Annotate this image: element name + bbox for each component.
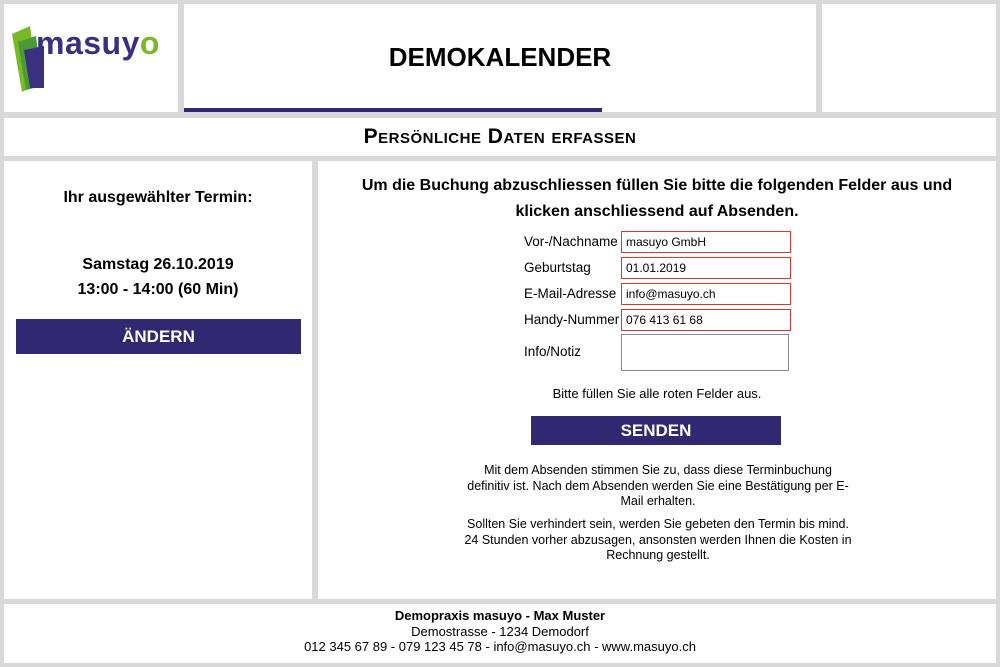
appointment-time: 13:00 - 14:00 (60 Min) — [77, 281, 239, 298]
notes-textarea[interactable] — [621, 334, 789, 371]
footer-address: Demostrasse - 1234 Demodorf — [411, 623, 589, 639]
phone-label: Handy-Nummer — [524, 312, 620, 327]
email-input[interactable] — [621, 283, 791, 305]
send-button[interactable]: SENDEN — [531, 416, 781, 445]
cancellation-note: Sollten Sie verhindert sein, werden Sie gebeten den Termin bis mind. 24 Stunden vorher abzusagen, ansonsten werden Ihnen die Kosten in Rechnung gestellt. — [464, 517, 852, 562]
footer-contact: 012 345 67 89 - 079 123 45 78 - info@masuyo.ch - www.masuyo.ch — [304, 639, 696, 654]
logo-text: masuyo — [36, 25, 160, 61]
logo-panel — [4, 4, 178, 112]
footer — [4, 604, 996, 663]
notes-label: Info/Notiz — [524, 344, 582, 359]
birthday-label: Geburtstag — [524, 260, 591, 275]
birthday-input[interactable] — [621, 257, 791, 279]
email-label: E-Mail-Adresse — [524, 286, 617, 301]
form-intro: Um die Buchung abzuschliessen füllen Sie bitte die folgenden Felder aus und klicken anschliessend auf Absenden. — [361, 177, 953, 220]
page-title: DEMOKALENDER — [388, 42, 612, 72]
header-title-panel — [184, 4, 816, 112]
required-fields-hint: Bitte füllen Sie alle roten Felder aus. — [552, 386, 762, 401]
title-underline — [184, 108, 602, 112]
footer-practice-name: Demopraxis masuyo - Max Muster — [394, 608, 606, 623]
appointment-date: Samstag 26.10.2019 — [82, 256, 234, 273]
confirmation-note: Mit dem Absenden stimmen Sie zu, dass diese Terminbuchung definitiv ist. Nach dem Absenden werden Sie eine Bestätigung per E-Mail erhalten. — [467, 463, 849, 508]
name-label: Vor-/Nachname — [524, 234, 618, 249]
subtitle-panel — [4, 118, 996, 156]
selected-appointment-label: Ihr ausgewählter Termin: — [63, 189, 253, 206]
section-title: Persönliche Daten erfassen — [363, 125, 637, 148]
header-right-panel — [822, 4, 996, 112]
phone-input[interactable] — [621, 309, 791, 331]
name-input[interactable] — [621, 231, 791, 253]
booking-form-panel — [318, 161, 996, 599]
change-button[interactable]: ÄNDERN — [16, 319, 301, 354]
selected-appointment-panel — [4, 161, 312, 599]
